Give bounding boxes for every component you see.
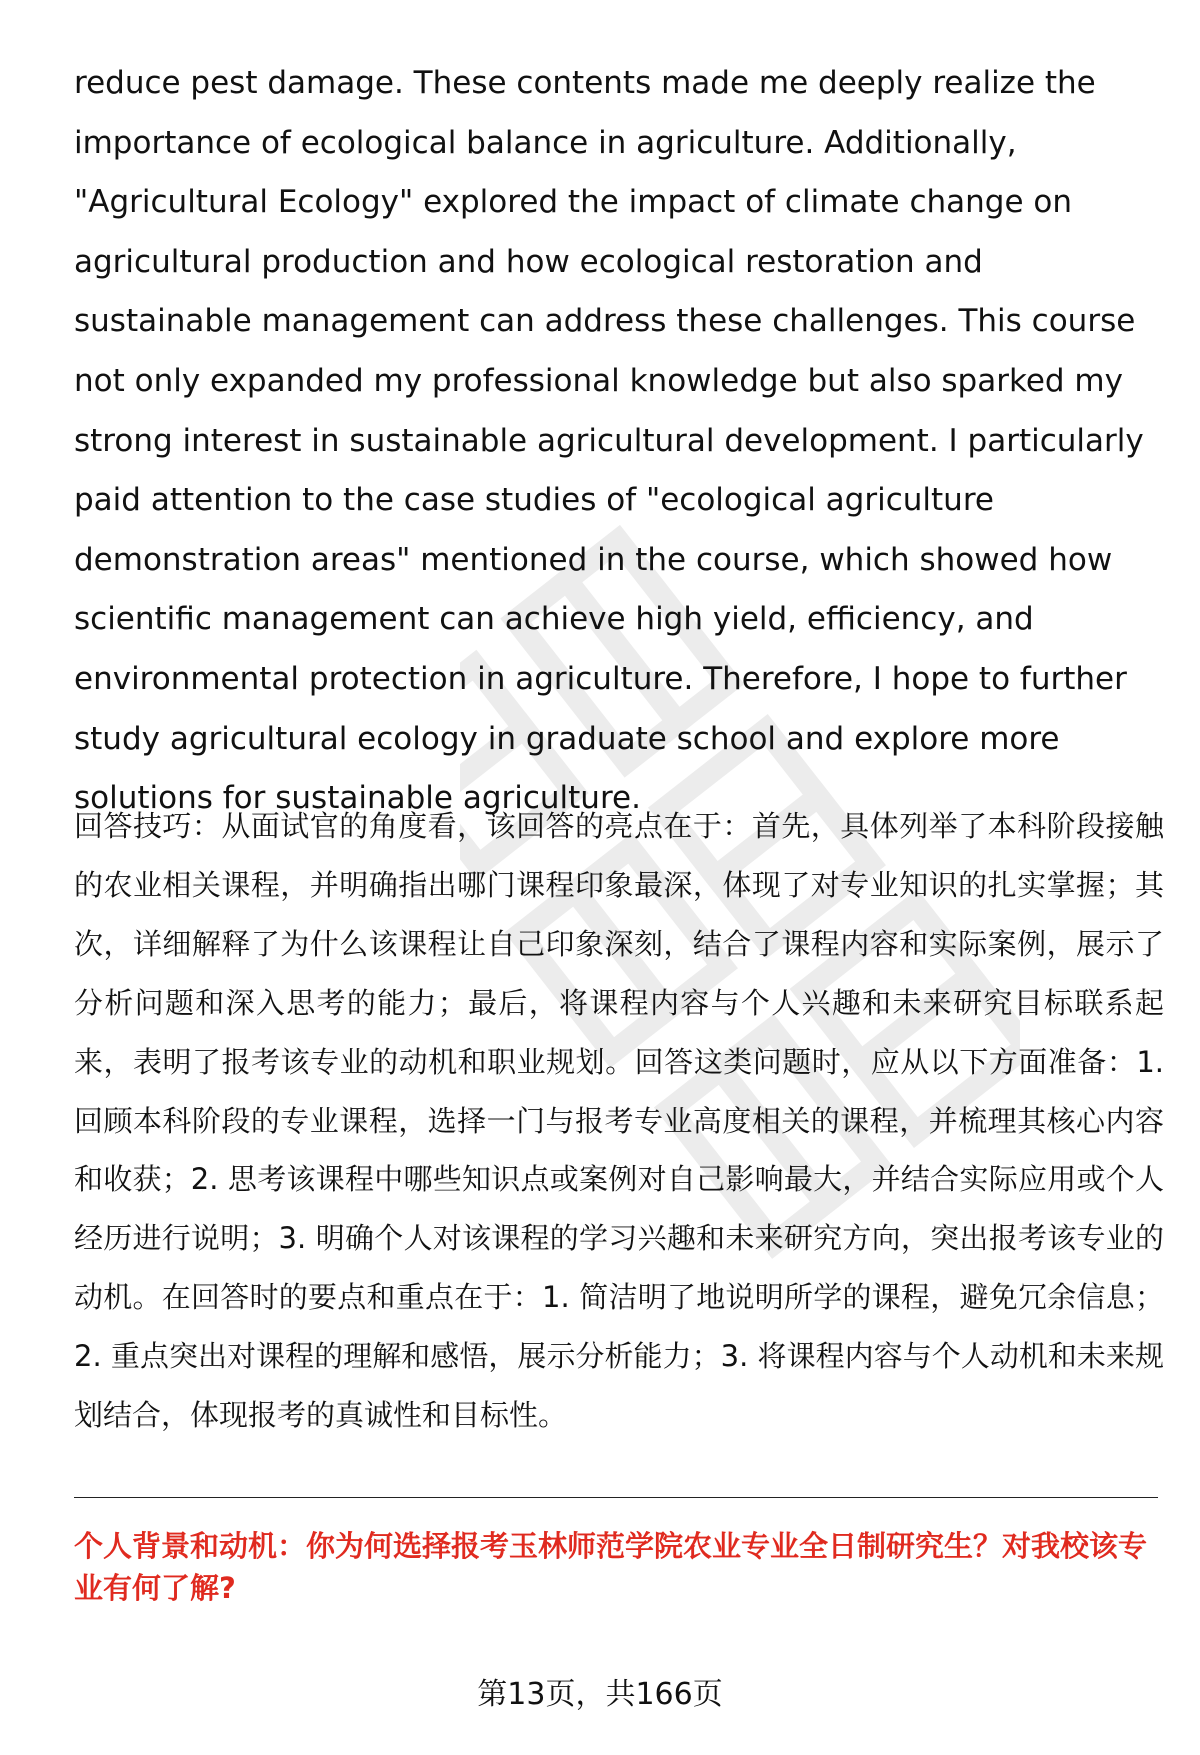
answer-tips <box>74 797 1164 1445</box>
page-number: 第13页，共166页 <box>477 1677 723 1712</box>
answer-paragraph: reduce pest damage. These contents made me deeply realize the importance of ecological balance in agriculture. Additionally, "Agricultural Ecology" explored the impact of climate change on agricultural production and how ecological restoration and sustainable management can address these challenges. This course not only expanded my professional knowledge but also sparked my strong interest in sustainable agricultural development. I particularly paid attention to the case studies of "ecological agriculture demonstration areas" mentioned in the course, which showed how scientific management can achieve high yield, efficiency, and environmental protection in agriculture. Therefore, I hope to further study agricultural ecology in graduate school and explore more solutions for sustainable agriculture. <box>74 65 1144 817</box>
question-heading: 个人背景和动机：你为何选择报考玉林师范学院农业专业全日制研究生？对我校该专业有何了解? <box>74 1529 1148 1605</box>
tips-body: 从面试官的角度看，该回答的亮点在于：首先，具体列举了本科阶段接触的农业相关课程，并明确指出哪门课程印象最深，体现了对专业知识的扎实掌握；其次，详细解释了为什么该课程让自己印象深刻，结合了课程内容和实际案例，展示了分析问题和深入思考的能力；最后，将课程内容与个人兴趣和未来研究目标联系起来，表明了报考该专业的动机和职业规划。回答这类问题时，应从以下方面准备：1. 回顾本科阶段的专业课程，选择一门与报考专业高度相关的课程，并梳理其核心内容和收获；2. 思考该课程中哪些知识点或案例对自己影响最大，并结合实际应用或个人经历进行说明；3. 明确个人对该课程的学习兴趣和未来研究方向，突出报考该专业的动机。在回答时的要点和重点在于：1. 简洁明了地说明所学的课程，避免冗余信息；2. 重点突出对课程的理解和感悟，展示分析能力；3. 将课程内容与个人动机和未来规划结合，体现报考的真诚性和目标性。 <box>74 809 1164 1433</box>
section-divider <box>74 1497 1158 1498</box>
tips-label: 回答技巧： <box>74 809 222 843</box>
